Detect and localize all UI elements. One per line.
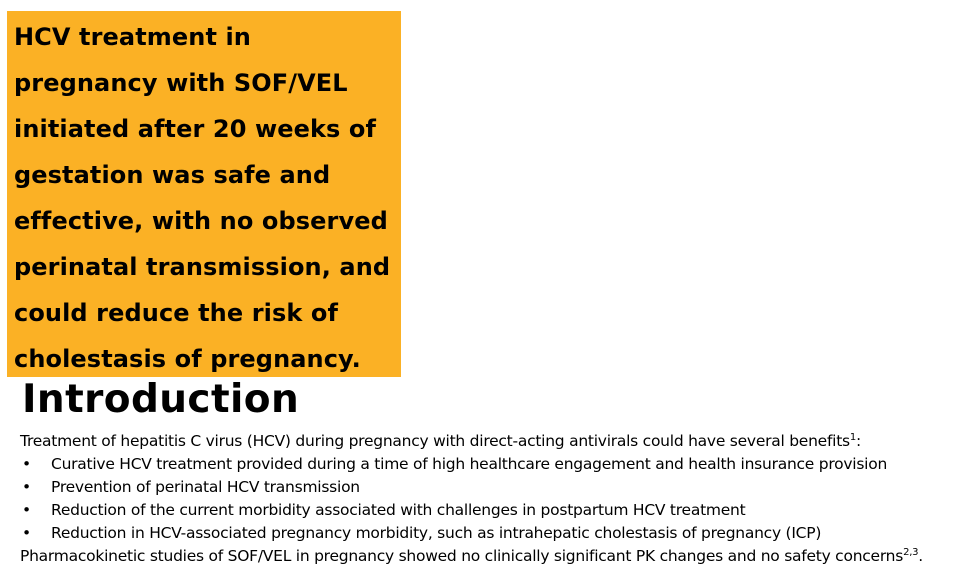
introduction-closing-text: Pharmacokinetic studies of SOF/VEL in pregnancy showed no clinically significant PK changes and no safety concerns — [20, 547, 904, 565]
bullet-icon: • — [22, 524, 31, 542]
key-finding-line: cholestasis of pregnancy. — [14, 345, 361, 373]
reference-superscript: 2,3 — [903, 546, 919, 558]
list-item — [20, 453, 955, 476]
benefits-list — [20, 453, 955, 545]
list-item — [20, 499, 955, 522]
reference-superscript: 1 — [849, 431, 856, 443]
key-finding-line: could reduce the risk of — [14, 299, 338, 327]
bullet-icon: • — [22, 478, 31, 496]
introduction-closing-tail: . — [918, 547, 923, 565]
key-finding-line: pregnancy with SOF/VEL — [14, 69, 348, 97]
introduction-closing — [20, 545, 955, 568]
list-item-text: Reduction in HCV-associated pregnancy morbidity, such as intrahepatic cholestasis of pregnancy (ICP) — [51, 524, 822, 542]
key-finding-line: effective, with no observed — [14, 207, 388, 235]
list-item — [20, 476, 955, 499]
introduction-body — [20, 430, 955, 568]
list-item-text: Curative HCV treatment provided during a time of high healthcare engagement and health insurance provision — [51, 455, 888, 473]
introduction-lead-text: Treatment of hepatitis C virus (HCV) during pregnancy with direct-acting antivirals could have several benefits — [20, 432, 850, 450]
key-finding-text — [14, 14, 400, 382]
introduction-lead-tail: : — [856, 432, 861, 450]
key-finding-line: gestation was safe and — [14, 161, 331, 189]
key-finding-line: HCV treatment in — [14, 23, 251, 51]
key-finding-line: initiated after 20 weeks of — [14, 115, 377, 143]
bullet-icon: • — [22, 455, 31, 473]
list-item-text: Reduction of the current morbidity associated with challenges in postpartum HCV treatment — [51, 501, 746, 519]
introduction-lead — [20, 430, 955, 453]
list-item-text: Prevention of perinatal HCV transmission — [51, 478, 360, 496]
introduction-heading: Introduction — [22, 377, 300, 422]
bullet-icon: • — [22, 501, 31, 519]
key-finding-line: perinatal transmission, and — [14, 253, 391, 281]
list-item — [20, 522, 955, 545]
